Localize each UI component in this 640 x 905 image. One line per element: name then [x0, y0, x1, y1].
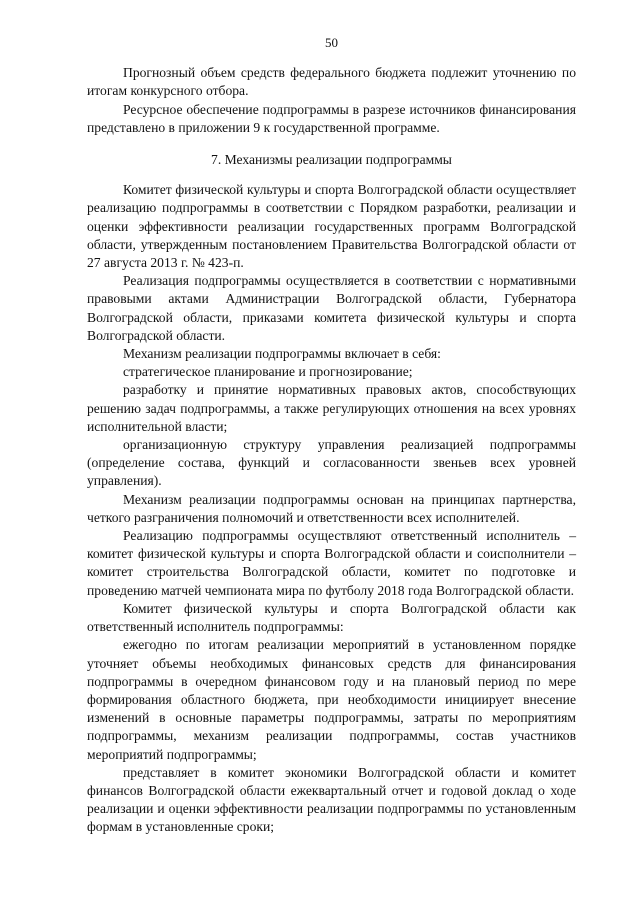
- paragraph-committee-implementation: Комитет физической культуры и спорта Волгоградской области осуществляет реализацию подпрограммы в соответствии с Порядком разработки, реализации и оценки эффективности реализации государственных программ Волгоградской области, утвержденным постановлением Правительства Волгоградской области от 27 августа 2013 г. № 423-п.: [87, 182, 576, 271]
- section-heading: 7. Механизмы реализации подпрограммы: [211, 152, 452, 168]
- list-item-normative-development: разработку и принятие нормативных правовых актов, способствующих решению задач подпрограммы, а также регулирующих отношения на всех уровнях исполнительной власти;: [87, 382, 576, 434]
- paragraph-resource-provision: Ресурсное обеспечение подпрограммы в разрезе источников финансирования представлено в приложении 9 к государственной программе.: [87, 101, 576, 135]
- paragraph-mechanism-includes: Механизм реализации подпрограммы включает в себя:: [123, 346, 441, 362]
- paragraph-budget-forecast: Прогнозный объем средств федерального бюджета подлежит уточнению по итогам конкурсного отбора.: [87, 65, 576, 99]
- paragraph-normative-acts: Реализация подпрограммы осуществляется в соответствии с нормативными правовыми актами Администрации Волгоградской области, Губернатора Волгоградской области, приказами комитета физической культуры и спорта Волгоградской области.: [87, 273, 576, 343]
- page-number: 50: [325, 35, 338, 50]
- list-item-strategic-planning: стратегическое планирование и прогнозирование;: [123, 364, 413, 380]
- list-item-reporting: представляет в комитет экономики Волгоградской области и комитет финансов Волгоградской области ежеквартальный отчет и годовой доклад о ходе реализации и оценки эффективности реализации подпрограммы по установленным формам в установленные сроки;: [87, 764, 576, 835]
- list-item-organizational-structure: организационную структуру управления реализацией подпрограммы (определение состава, функций и согласованности звеньев всех уровней управления).: [87, 437, 576, 489]
- paragraph-executors: Реализацию подпрограммы осуществляют ответственный исполнитель – комитет физической культуры и спорта Волгоградской области и соисполнители – комитет строительства Волгоградской области, комитет по подготовке и проведению матчей чемпионата мира по футболу 2018 года Волгоградской области.: [87, 528, 576, 598]
- paragraph-responsible-executor: Комитет физической культуры и спорта Волгоградской области как ответственный исполнитель подпрограммы:: [87, 600, 576, 635]
- document-page: [87, 34, 576, 837]
- paragraph-partnership-principles: Механизм реализации подпрограммы основан на принципах партнерства, четкого разграничения полномочий и ответственности всех исполнителей.: [87, 491, 576, 525]
- list-item-annual-refinement: ежегодно по итогам реализации мероприятий в установленном порядке уточняет объемы необходимых финансовых средств для финансирования подпрограммы в очередном финансовом году и на плановый период по мере формирования областного бюджета, при необходимости инициирует внесение изменений в основные параметры подпрограммы, затраты по мероприятиям подпрограммы, механизм реализации подпрограммы, состав участников мероприятий подпрограммы;: [87, 637, 576, 762]
